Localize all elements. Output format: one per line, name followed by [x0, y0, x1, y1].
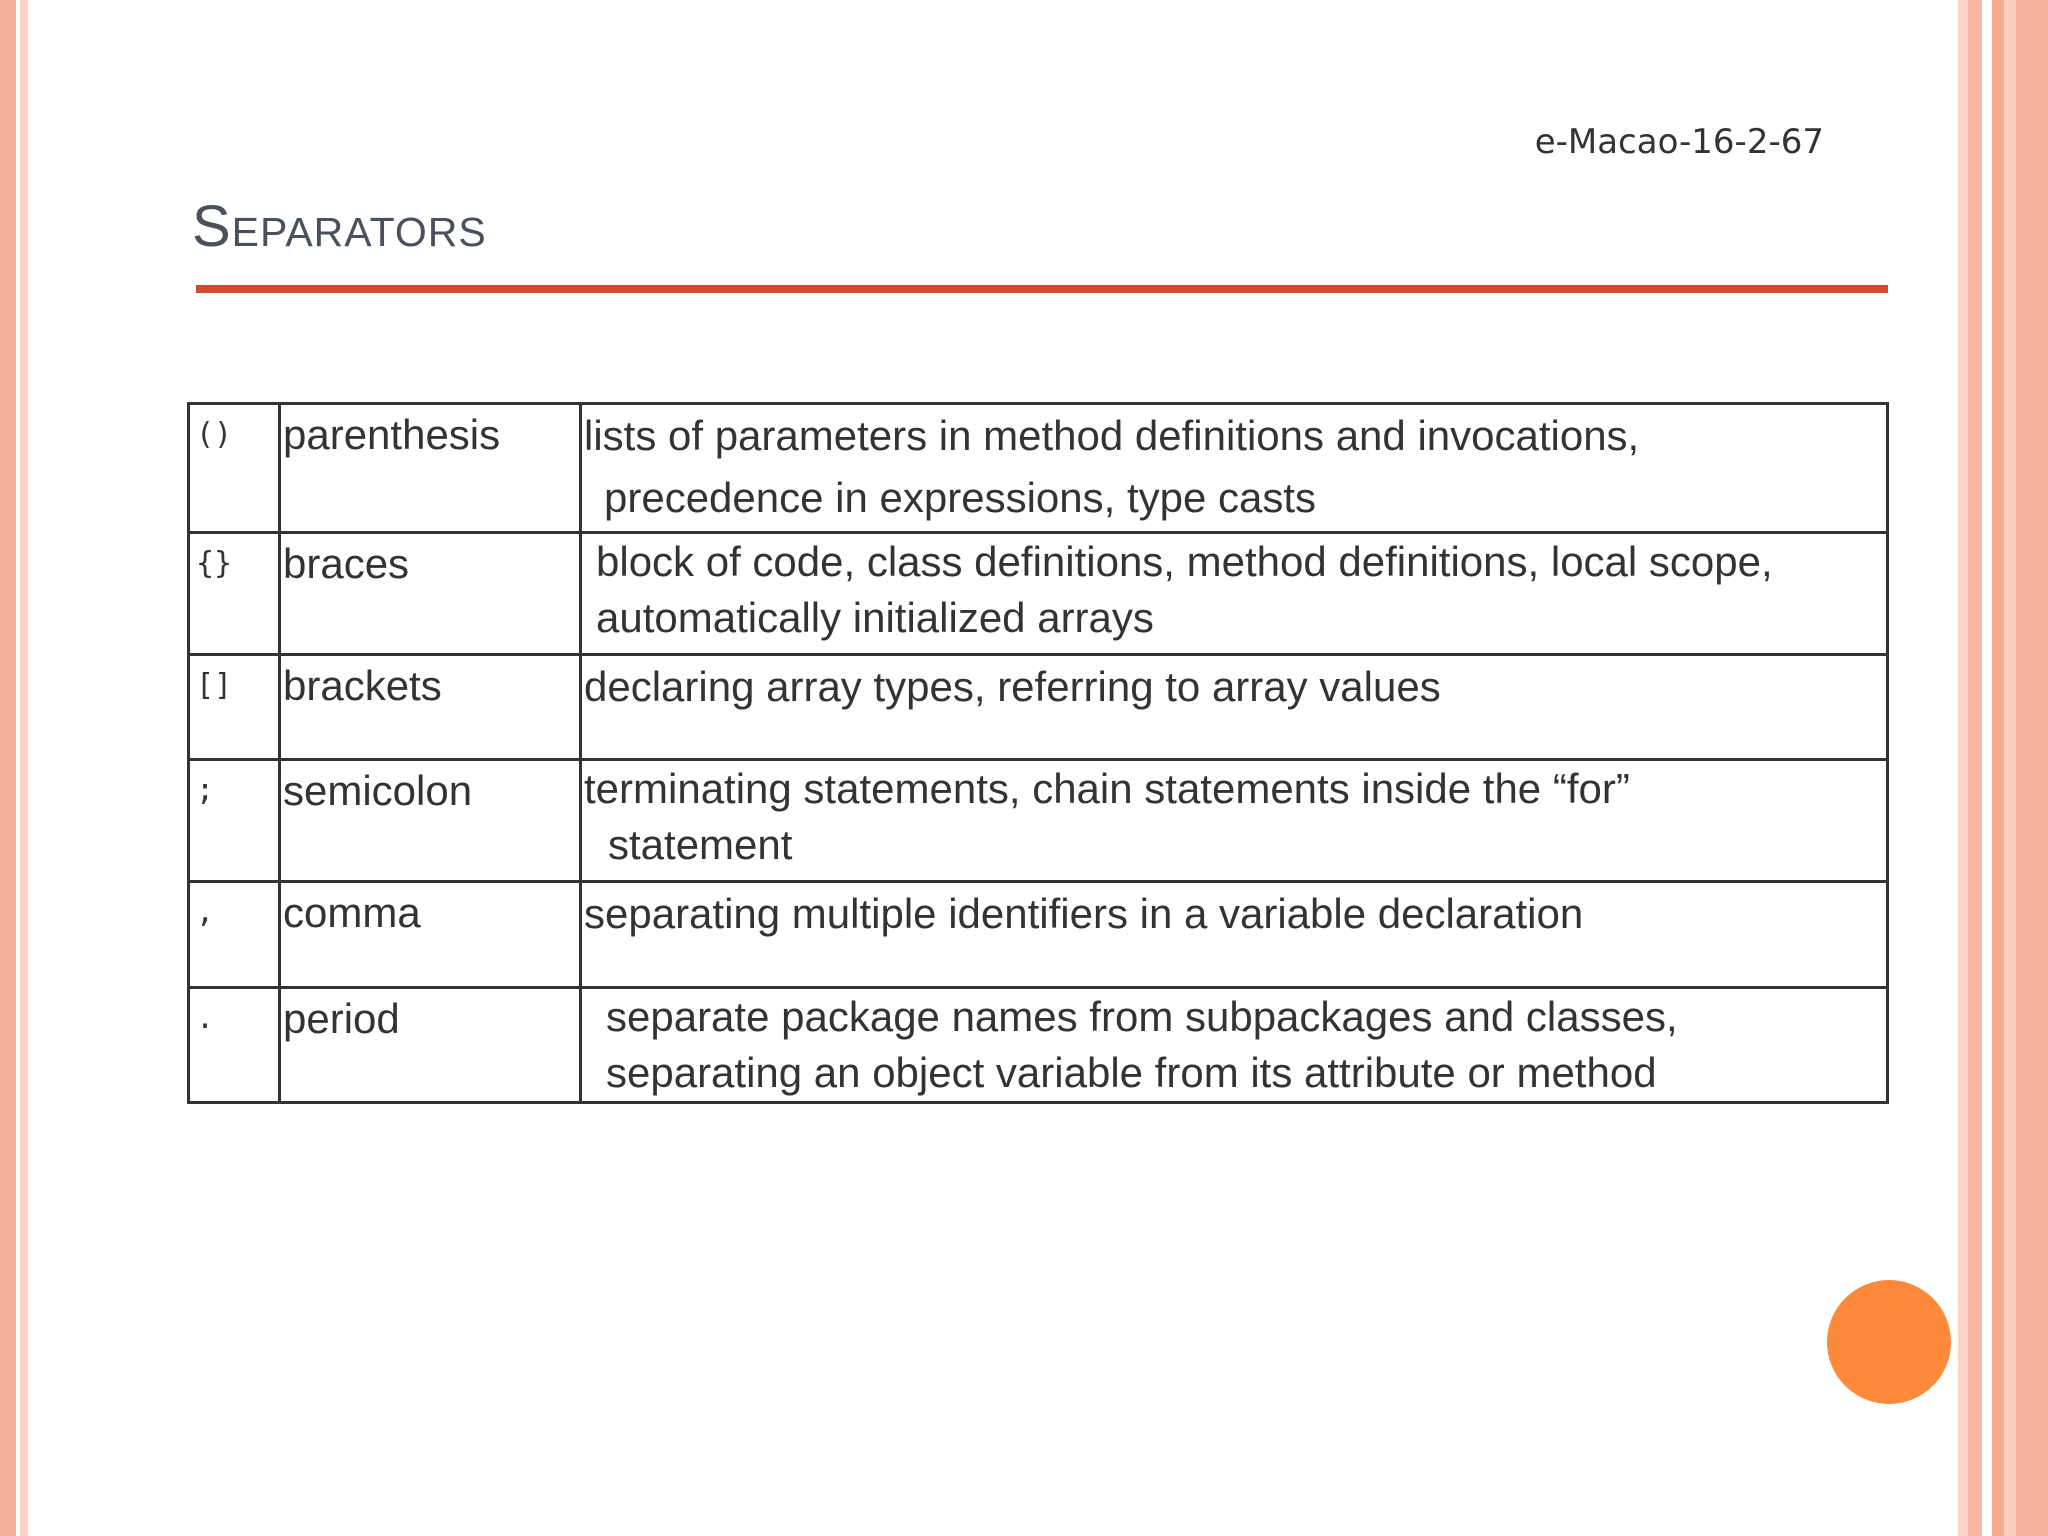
- name-cell: period: [280, 988, 581, 1103]
- description-cell: [581, 655, 1888, 760]
- description-line: automatically initialized arrays: [596, 594, 1154, 641]
- symbol-cell: .: [189, 988, 280, 1103]
- right-stripe: [1968, 0, 1982, 1536]
- name-cell: braces: [280, 533, 581, 655]
- description-line: terminating statements, chain statements inside the “for”: [584, 765, 1630, 812]
- description-cell: [581, 882, 1888, 988]
- title-underline: [196, 285, 1888, 293]
- description-line: precedence in expressions, type casts: [604, 474, 1317, 521]
- decorative-circle: [1827, 1280, 1951, 1404]
- table-row: [189, 988, 1888, 1103]
- description-line: block of code, class definitions, method definitions, local scope,: [596, 538, 1773, 585]
- right-stripe: [2016, 0, 2048, 1536]
- symbol-cell: ,: [189, 882, 280, 988]
- left-stripe-light: [20, 0, 28, 1536]
- description-cell: [581, 988, 1888, 1103]
- right-stripe: [1992, 0, 2004, 1536]
- description-line: lists of parameters in method definitions and invocations,: [584, 412, 1640, 459]
- table-row: [189, 760, 1888, 882]
- table-row: [189, 533, 1888, 655]
- table-row: [189, 882, 1888, 988]
- symbol-cell: {}: [189, 533, 280, 655]
- description-line: separating multiple identifiers in a variable declaration: [584, 890, 1584, 937]
- description-line: statement: [608, 821, 793, 868]
- name-cell: brackets: [280, 655, 581, 760]
- description-line: separate package names from subpackages and classes,: [606, 993, 1678, 1040]
- symbol-cell: ;: [189, 760, 280, 882]
- description-cell: [581, 760, 1888, 882]
- symbol-cell: []: [189, 655, 280, 760]
- description-cell: [581, 404, 1888, 533]
- table-row: [189, 404, 1888, 533]
- description-line: declaring array types, referring to array values: [584, 663, 1441, 710]
- left-stripe: [0, 0, 16, 1536]
- name-cell: parenthesis: [280, 404, 581, 533]
- name-cell: semicolon: [280, 760, 581, 882]
- right-stripe: [2004, 0, 2016, 1536]
- slide-title: Separators: [192, 194, 487, 259]
- description-line: separating an object variable from its attribute or method: [606, 1049, 1657, 1096]
- symbol-cell: (): [189, 404, 280, 533]
- description-cell: [581, 533, 1888, 655]
- slide-id-label: e-Macao-16-2-67: [1534, 122, 1824, 162]
- table-row: [189, 655, 1888, 760]
- name-cell: comma: [280, 882, 581, 988]
- separators-table: [187, 402, 1889, 1104]
- right-stripe: [1958, 0, 1968, 1536]
